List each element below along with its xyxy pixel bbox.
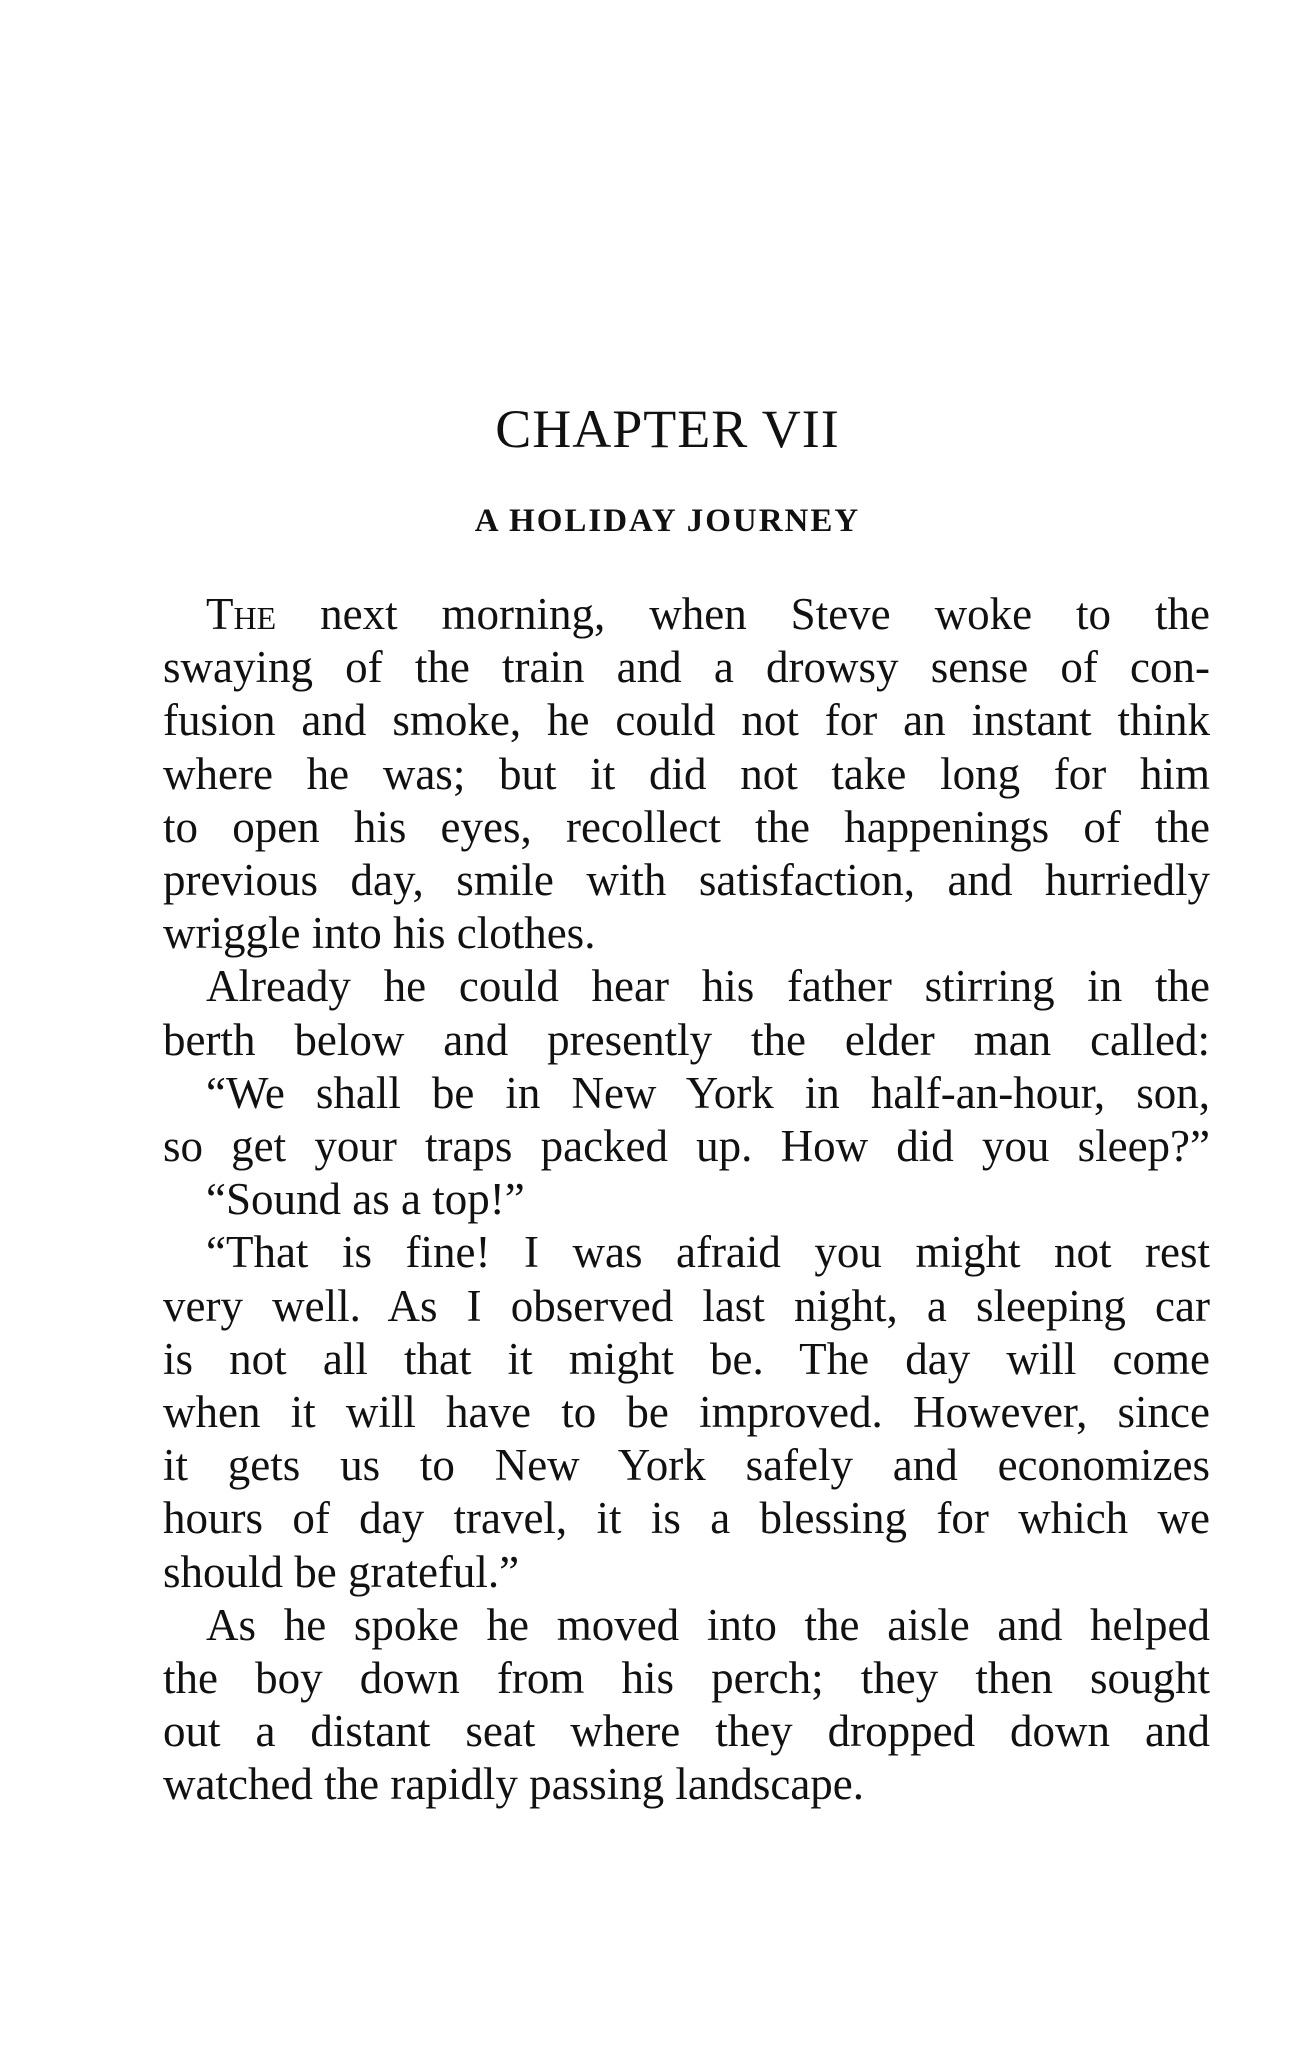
text-line: is not all that it might be. The day will come	[163, 1333, 1210, 1384]
text-line: watched the rapidly passing landscape.	[163, 1759, 865, 1810]
text-line: “That is fine! I was afraid you might not rest	[206, 1227, 1210, 1278]
paragraph-1	[163, 588, 1210, 960]
text-line: “Sound as a top!”	[206, 1174, 525, 1225]
text-line: to open his eyes, recollect the happenings of the	[163, 801, 1210, 852]
text-line: swaying of the train and a drowsy sense of con-	[163, 642, 1210, 693]
text-line: should be grateful.”	[163, 1546, 520, 1597]
paragraph-5	[163, 1226, 1210, 1598]
text-line: when it will have to be improved. However, since	[163, 1387, 1210, 1438]
text-line: hours of day travel, it is a blessing for which we	[163, 1493, 1210, 1544]
body-text	[163, 588, 1210, 1812]
chapter-title: A HOLIDAY JOURNEY	[474, 503, 861, 539]
text-line: As he spoke he moved into the aisle and helped	[206, 1599, 1210, 1650]
paragraph-6	[163, 1599, 1210, 1812]
text-line: where he was; but it did not take long for him	[163, 748, 1210, 799]
text-line: “We shall be in New York in half-an-hour, son,	[206, 1067, 1210, 1118]
text-line: berth below and presently the elder man called:	[163, 1014, 1210, 1065]
text-line: the boy down from his perch; they then sought	[163, 1653, 1210, 1704]
text-line: wriggle into his clothes.	[163, 908, 596, 959]
text-line: Already he could hear his father stirring in the	[206, 961, 1210, 1012]
paragraph-2	[163, 960, 1210, 1066]
paragraph-4	[163, 1173, 1210, 1226]
text-line: The next morning, when Steve woke to the	[206, 589, 1210, 639]
text-line: very well. As I observed last night, a sleeping car	[163, 1280, 1210, 1331]
paragraph-lead: The	[206, 589, 277, 639]
text-line: out a distant seat where they dropped down and	[163, 1706, 1210, 1757]
chapter-number: CHAPTER VII	[495, 399, 840, 459]
text-line: so get your traps packed up. How did you sleep?”	[163, 1121, 1210, 1172]
text-line: it gets us to New York safely and economizes	[163, 1440, 1210, 1491]
paragraph-3	[163, 1067, 1210, 1173]
text-line: previous day, smile with satisfaction, and hurriedly	[163, 855, 1210, 906]
text-line: fusion and smoke, he could not for an instant think	[163, 695, 1210, 746]
